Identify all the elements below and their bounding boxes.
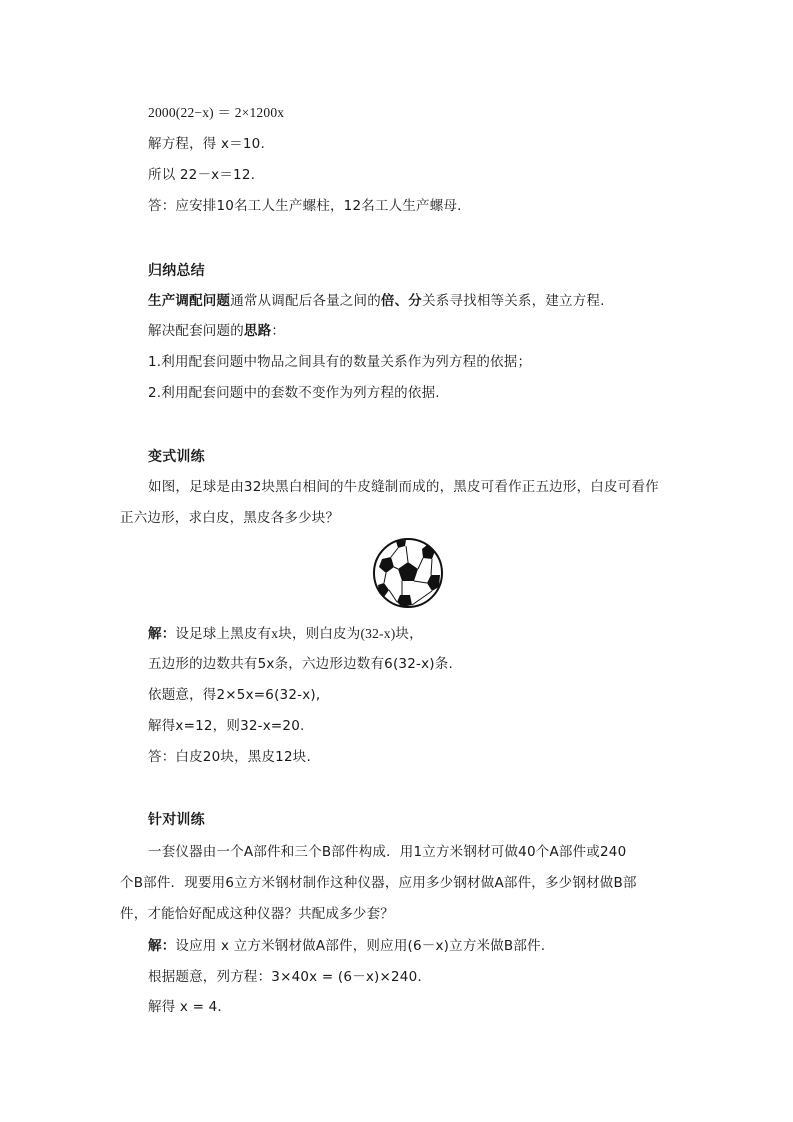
summary-line-2 bbox=[148, 322, 285, 340]
targeted-solution-line-1 bbox=[148, 937, 545, 955]
soccer-ball-image bbox=[372, 537, 444, 609]
equation-line: 2000(22−x) ＝ 2×1200x bbox=[148, 105, 285, 120]
solve-line: 解方程，得 x＝10. bbox=[148, 136, 265, 152]
summary-text-a: 通常从调配后各量之间的 bbox=[230, 293, 381, 309]
answer-line: 答：应安排10名工人生产螺柱，12名工人生产螺母. bbox=[148, 198, 462, 214]
targeted-problem-line-3: 件，才能恰好配成这种仪器？共配成多少套？ bbox=[120, 906, 394, 922]
variant-solution-label: 解： bbox=[148, 626, 176, 642]
targeted-solution-text-1: 设应用 x 立方米钢材做A部件，则应用(6－x)立方米做B部件. bbox=[175, 938, 546, 954]
summary-point-2: 2.利用配套问题中的套数不变作为列方程的依据. bbox=[148, 385, 440, 401]
result-line: 所以 22－x＝12. bbox=[148, 167, 256, 183]
variant-solution-line-2: 五边形的边数共有5x条，六边形边数有6(32-x)条. bbox=[148, 656, 453, 672]
targeted-solution-line-2: 根据题意，列方程：3×40x = (6－x)×240. bbox=[148, 969, 422, 985]
targeted-problem-line-2: 个B部件．现要用6立方米钢材制作这种仪器，应用多少钢材做A部件，多少钢材做B部 bbox=[120, 875, 637, 891]
targeted-problem-line-1: 一套仪器由一个A部件和三个B部件构成．用1立方米钢材可做40个A部件或240 bbox=[148, 844, 627, 860]
variant-heading: 变式训练 bbox=[148, 449, 205, 465]
summary-approach-text: 解决配套问题的 bbox=[148, 323, 244, 339]
variant-solution-line-1 bbox=[148, 625, 423, 643]
targeted-solution-line-3: 解得 x = 4. bbox=[148, 999, 222, 1015]
variant-problem-line-2: 正六边形，求白皮，黑皮各多少块？ bbox=[120, 510, 340, 526]
summary-bold-term: 生产调配问题 bbox=[148, 293, 231, 309]
summary-line-1 bbox=[148, 292, 605, 310]
summary-approach-colon: ： bbox=[271, 323, 286, 339]
targeted-heading: 针对训练 bbox=[148, 812, 205, 828]
summary-heading: 归纳总结 bbox=[148, 263, 205, 279]
variant-problem-line-1: 如图，足球是由32块黑白相间的牛皮缝制而成的，黑皮可看作正五边形，白皮可看作 bbox=[148, 479, 659, 495]
variant-answer: 答：白皮20块，黑皮12块. bbox=[148, 749, 311, 765]
variant-solution-line-4: 解得x=12，则32-x=20. bbox=[148, 718, 305, 734]
summary-text-b: 关系寻找相等关系，建立方程. bbox=[422, 293, 605, 309]
summary-bold-relation: 倍、分 bbox=[380, 293, 423, 309]
variant-solution-line-3: 依题意，得2×5x=6(32-x), bbox=[148, 687, 321, 703]
summary-approach-bold: 思路 bbox=[243, 323, 272, 339]
summary-point-1: 1.利用配套问题中物品之间具有的数量关系作为列方程的依据； bbox=[148, 354, 532, 370]
targeted-solution-label: 解： bbox=[148, 938, 176, 954]
variant-solution-text-1: 设足球上黑皮有x块，则白皮为(32-x)块， bbox=[175, 626, 423, 641]
